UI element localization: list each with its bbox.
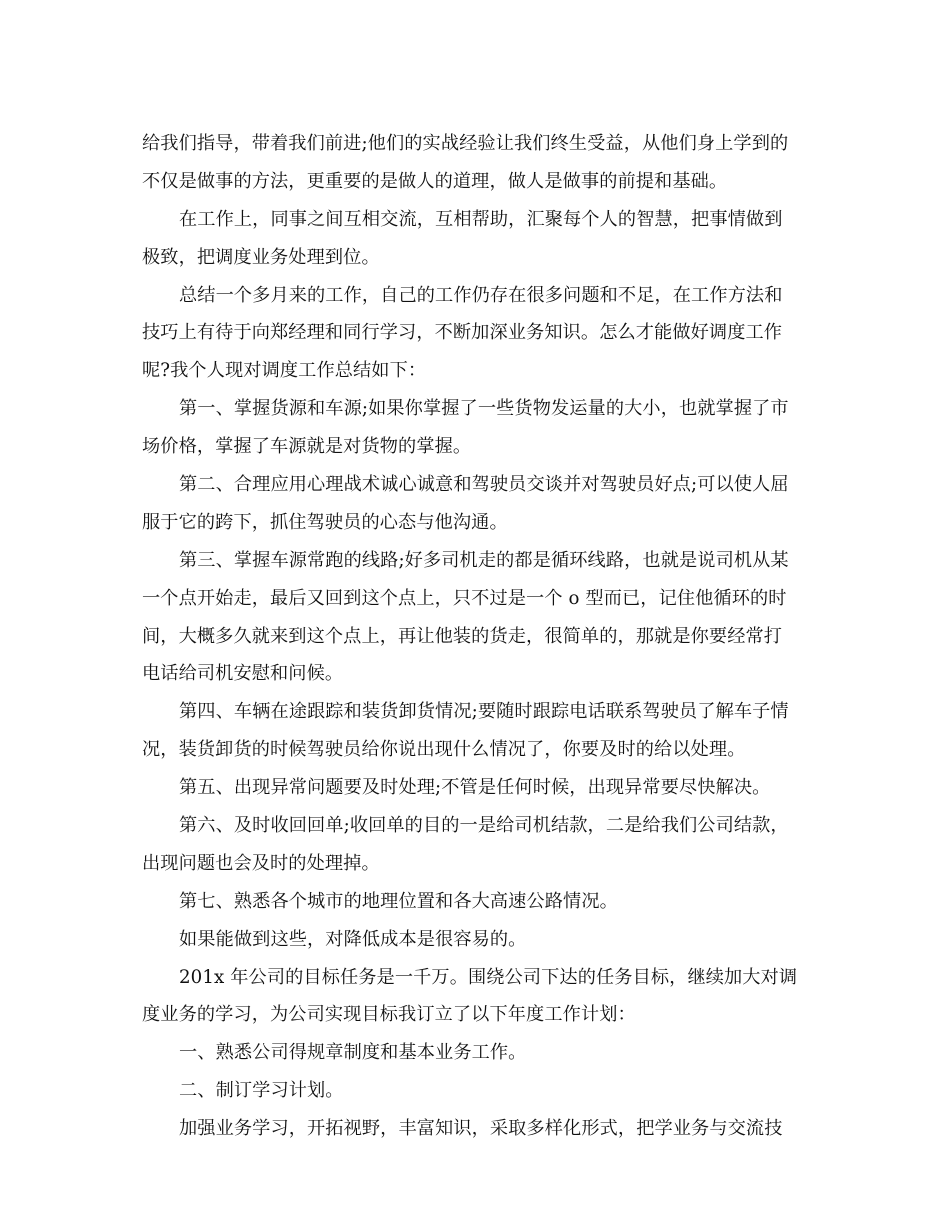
paragraph-start: 总结一个多月来的工作，自己的工作仍存在很多问题和不足，在工作方法和 — [179, 284, 783, 306]
text-line: 况，装货卸货的时候驾驶员给你说出现什么情况了，你要及时的给以处理。 — [142, 739, 746, 761]
text-line: 出现问题也会及时的处理掉。 — [142, 852, 380, 874]
text-line: 给我们指导，带着我们前进;他们的实战经验让我们终生受益，从他们身上学到的 — [142, 133, 789, 154]
text-line: 间，大概多久就来到这个点上，再让他装的货走，很简单的，那就是你要经常打 — [142, 625, 783, 647]
paragraph-start: 二、制订学习计划。 — [179, 1080, 344, 1102]
paragraph-start: 第六、及时收回回单;收回单的目的一是给司机结款，二是给我们公司结款， — [179, 815, 789, 837]
text-line: 场价格，掌握了车源就是对货物的掌握。 — [142, 436, 472, 458]
text-line: 度业务的学习，为公司实现目标我订立了以下年度工作计划： — [142, 1004, 636, 1026]
text-line: 极致，把调度业务处理到位。 — [142, 246, 380, 268]
text-line: 服于它的跨下，抓住驾驶员的心态与他沟通。 — [142, 511, 508, 533]
paragraph-start: 第一、掌握货源和车源;如果你掌握了一些货物发运量的大小，也就掌握了市 — [179, 398, 789, 420]
paragraph-start: 第三、掌握车源常跑的线路;好多司机走的都是循环线路，也就是说司机从某 — [179, 549, 789, 571]
paragraph-start: 第五、出现异常问题要及时处理;不管是任何时候，出现异常要尽快解决。 — [179, 777, 771, 799]
text-line: 电话给司机安慰和问候。 — [142, 663, 344, 685]
paragraph-start: 第七、熟悉各个城市的地理位置和各大高速公路情况。 — [179, 890, 618, 912]
text-line: 技巧上有待于向郑经理和同行学习，不断加深业务知识。怎么才能做好调度工作 — [142, 322, 783, 344]
paragraph-start: 一、熟悉公司得规章制度和基本业务工作。 — [179, 1042, 527, 1064]
paragraph-start: 201x 年公司的目标任务是一千万。围绕公司下达的任务目标，继续加大对调 — [179, 966, 798, 988]
paragraph-start: 加强业务学习，开拓视野，丰富知识，采取多样化形式，把学业务与交流技 — [179, 1118, 783, 1140]
text-line: 不仅是做事的方法，更重要的是做人的道理，做人是做事的前提和基础。 — [142, 170, 728, 192]
document-body — [142, 125, 810, 1148]
paragraph-start: 第四、车辆在途跟踪和装货卸货情况;要随时跟踪电话联系驾驶员了解车子情 — [179, 701, 789, 723]
paragraph-start: 如果能做到这些，对降低成本是很容易的。 — [179, 928, 527, 950]
paragraph-start: 在工作上，同事之间互相交流，互相帮助，汇聚每个人的智慧，把事情做到 — [179, 208, 783, 230]
text-line: 一个点开始走，最后又回到这个点上，只不过是一个 o 型而已，记住他循环的时 — [142, 587, 787, 609]
text-line: 呢?我个人现对调度工作总结如下： — [142, 360, 427, 382]
paragraph-start: 第二、合理应用心理战术诚心诚意和驾驶员交谈并对驾驶员好点;可以使人屈 — [179, 474, 789, 496]
